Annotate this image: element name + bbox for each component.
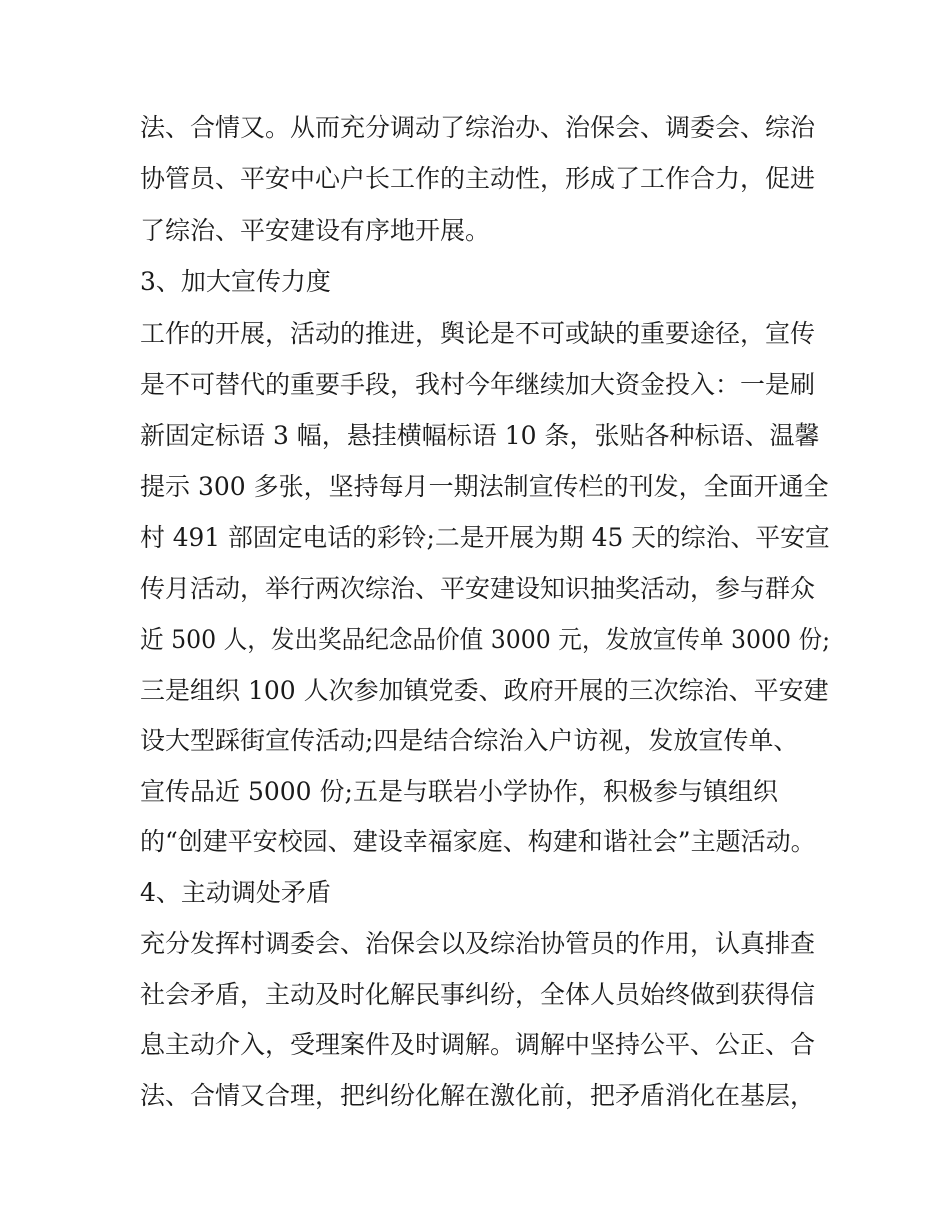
- text-line: 提示 300 多张，坚持每月一期法制宣传栏的刊发，全面开通全: [140, 472, 829, 501]
- text-line: 村 491 部固定电话的彩铃;二是开展为期 45 天的综治、平安宣: [140, 523, 830, 552]
- text-line: 的“创建平安校园、建设幸福家庭、构建和谐社会”主题活动。: [140, 827, 816, 856]
- text-line: 法、合情又合理，把纠纷化解在激化前，把矛盾消化在基层，: [140, 1081, 816, 1110]
- section-heading: 3、加大宣传力度: [140, 267, 331, 296]
- text-line: 新固定标语 3 幅，悬挂横幅标语 10 条，张贴各种标语、温馨: [140, 421, 820, 450]
- text-line: 协管员、平安中心户长工作的主动性，形成了工作合力，促进: [140, 164, 816, 193]
- section-heading: 4、主动调处矛盾: [140, 878, 331, 907]
- text-line: 法、合情又。从而充分调动了综治办、治保会、调委会、综治: [140, 113, 816, 142]
- text-line: 充分发挥村调委会、治保会以及综治协管员的作用，认真排查: [140, 929, 816, 958]
- text-line: 是不可替代的重要手段，我村今年继续加大资金投入：一是刷: [140, 370, 816, 399]
- text-line: 息主动介入，受理案件及时调解。调解中坚持公平、公正、合: [140, 1030, 816, 1059]
- text-line: 设大型踩街宣传活动;四是结合综治入户访视，发放宣传单、: [140, 726, 799, 755]
- text-line: 工作的开展，活动的推进，舆论是不可或缺的重要途径，宣传: [140, 319, 816, 348]
- text-line: 了综治、平安建设有序地开展。: [140, 216, 491, 245]
- text-line: 传月活动，举行两次综治、平安建设知识抽奖活动，参与群众: [140, 574, 816, 603]
- text-line: 近 500 人，发出奖品纪念品价值 3000 元，发放宣传单 3000 份;: [140, 625, 831, 654]
- text-line: 社会矛盾，主动及时化解民事纠纷，全体人员始终做到获得信: [140, 980, 816, 1009]
- text-line: 三是组织 100 人次参加镇党委、政府开展的三次综治、平安建: [140, 676, 829, 705]
- text-line: 宣传品近 5000 份;五是与联岩小学协作，积极参与镇组织: [140, 777, 778, 806]
